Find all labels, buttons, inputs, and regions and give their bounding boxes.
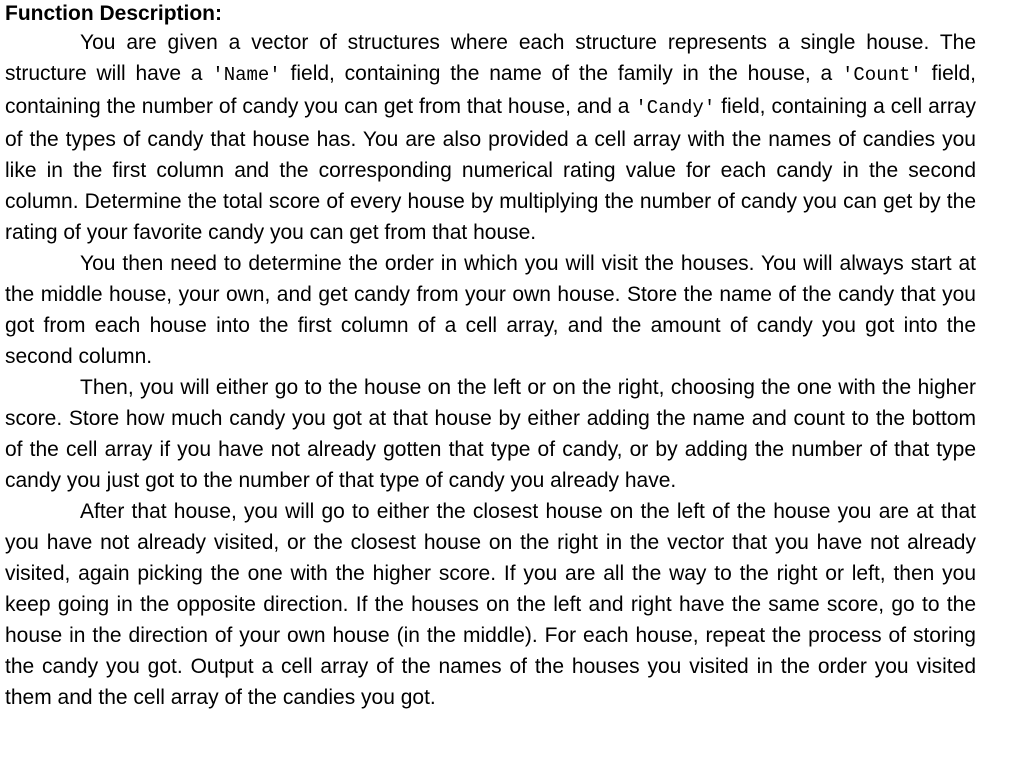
paragraph-1-text-2: field, containing the name of the family in the house, a [280,62,842,85]
candy-field-code: 'Candy' [635,97,716,119]
paragraph-1 [5,27,976,248]
paragraph-2-text: You then need to determine the order in which you will visit the houses. You will always start at the middle house, your own, and get candy from your own house. Store the name of the candy that you got from each house into the first column of a cell array, and the amount of candy you got into the second column. [5,252,976,368]
paragraph-3-text: Then, you will either go to the house on the left or on the right, choosing the one with the higher score. Store how much candy you got at that house by either adding the name and count to the bottom of the cell array if you have not already gotten that type of candy, or by adding the number of that type candy you just got to the number of that type of candy you already have. [5,376,976,492]
paragraph-1-text-1: You are given a vector of structures where each structure represents a single house. The structure will have a [5,31,976,85]
function-description-heading: Function Description: [5,2,222,25]
paragraph-4-text: After that house, you will go to either the closest house on the left of the house you are at that you have not already visited, or the closest house on the right in the vector that you have not already visited, again picking the one with the higher score. If you are all the way to the right or left, then you keep going in the opposite direction. If the houses on the left and right have the same score, go to the house in the direction of your own house (in the middle). For each house, repeat the process of storing the candy you got. Output a cell array of the names of the houses you visited in the order you visited them and the cell array of the candies you got. [5,500,976,709]
paragraph-1-text-4: field, containing a cell array of the types of candy that house has. You are also provided a cell array with the names of candies you like in the first column and the corresponding numerical rating value for each candy in the second column. Determine the total score of every house by multiplying the number of candy you can get by the rating of your favorite candy you can get from that house. [5,95,976,244]
document [5,0,976,713]
count-field-code: 'Count' [842,64,922,86]
paragraph-2 [5,248,976,372]
paragraph-4 [5,496,976,713]
paragraph-1-text-3: field, containing the number of candy you can get from that house, and a [5,62,976,118]
paragraph-3 [5,372,976,496]
name-field-code: 'Name' [212,64,281,86]
